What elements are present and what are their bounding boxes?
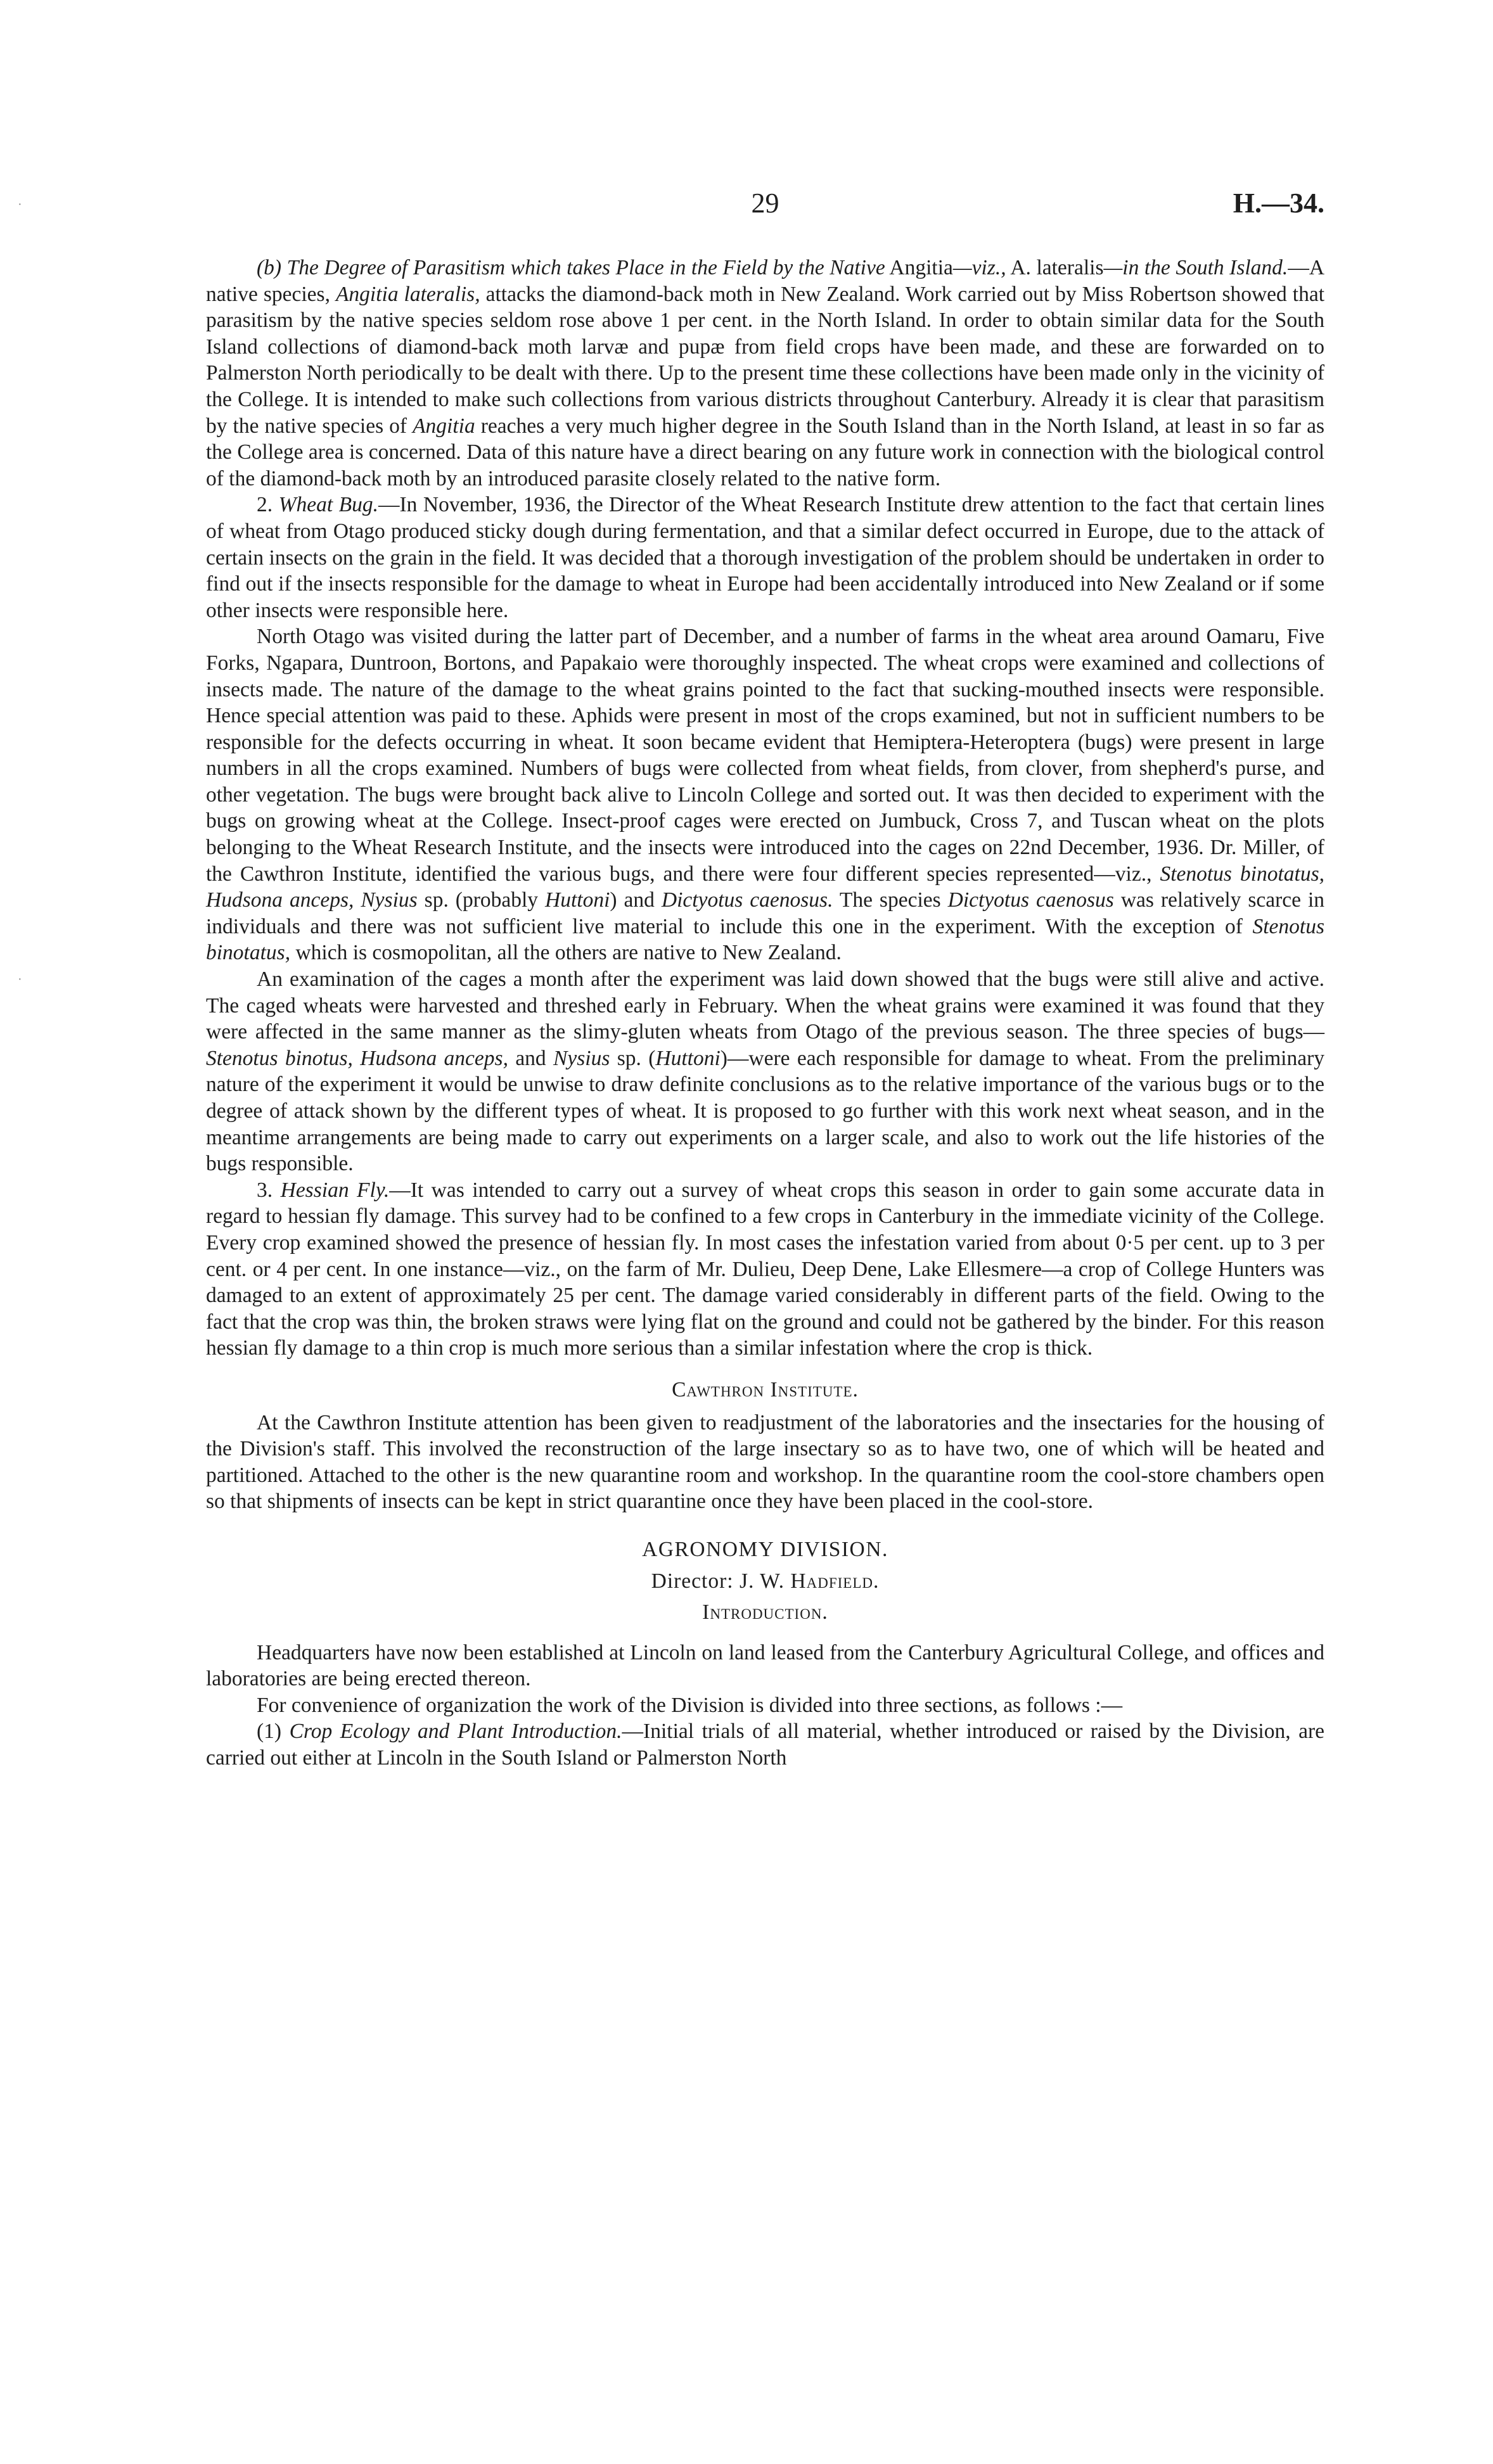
paragraph-degree-of-parasitism: (b) The Degree of Parasitism which takes Place in the Field by the Native Angitia—viz., A. lateralis—in the South Island.—A native species, Angitia lateralis, attacks the diamond-back moth in New Zealand. Work carried out by Miss Robertson showed that parasitism by the native species seldom rose above 1 per cent. in the North Island. In order to obtain similar data for the South Island collections of diamond-back moth larvæ and pupæ from field crops have been made, and these are forwarded on to Palmerston North periodically to be dealt with there. Up to the present time these collections have been made only in the vicinity of the College. It is intended to make such collections from various districts throughout Canterbury. Already it is clear that parasitism by the native species of Angitia reaches a very much higher degree in the South Island than in the North Island, at least in so far as the College area is concerned. Data of this nature have a direct bearing on any future work in connection with the biological control of the diamond-back moth by an introduced parasite closely related to the native form.: [206, 256, 1325, 490]
margin-mark: ·: [18, 198, 22, 212]
agronomy-heading: AGRONOMY DIVISION.: [642, 1537, 888, 1561]
page-reference: H.—34.: [1233, 188, 1324, 219]
cawthron-heading: Cawthron Institute.: [672, 1377, 859, 1401]
paragraph-hessian-fly: 3. Hessian Fly.—It was intended to carry out a survey of wheat crops this season in order to gain some accurate data in regard to hessian fly damage. This survey had to be confined to a few crops in Canterbury in the immediate vicinity of the College. Every crop examined showed the presence of hessian fly. In most cases the infestation varied from about 0·5 per cent. up to 3 per cent. or 4 per cent. In one instance—viz., on the farm of Mr. Dulieu, Deep Dene, Lake Ellesmere—a crop of College Hunters was damaged to an extent of approximately 25 per cent. The damage varied considerably in different parts of the field. Owing to the fact that the crop was thin, the broken straws were lying flat on the ground and could not be gathered by the binder. For this reason hessian fly damage to a thin crop is much more serious than a similar infestation where the crop is thick.: [206, 1178, 1325, 1360]
document-body: [206, 255, 1324, 1771]
paragraph-cawthron: At the Cawthron Institute attention has been given to readjustment of the laboratories and the insectaries for the housing of the Division's staff. This involved the reconstruction of the large insectary so as to have two, one of which will be heated and partitioned. Attached to the other is the new quarantine room and workshop. In the quarantine room the cool-store chambers open so that shipments of insects can be kept in strict quarantine once they have been placed in the cool-store.: [206, 1410, 1324, 1514]
section-title: Crop Ecology and Plant Introduction.: [289, 1720, 622, 1744]
page-header: [206, 187, 1324, 225]
paragraph-cage-examination: An examination of the cages a month after the experiment was laid down showed that the bugs were still alive and active. The caged wheats were harvested and threshed early in February. When the wheat grains were examined it was found that they were affected in the same manner as the slimy-gluten wheats from Otago of the previous season. The three species of bugs—Stenotus binotus, Hudsona anceps, and Nysius sp. (Huttoni)—were each responsible for damage to wheat. From the preliminary nature of the experiment it would be unwise to draw definite conclusions as to the relative importance of the various bugs or to the degree of attack shown by the different types of wheat. It is proposed to go further with this work next wheat season, and in the meantime arrangements are being made to carry out experiments on a larger scale, and also to work out the life histories of the bugs responsible.: [206, 967, 1324, 1176]
paragraph-crop-ecology: (1) Crop Ecology and Plant Introduction.—Initial trials of all material, whether introduced or raised by the Division, are carried out either at Lincoln in the South Island or Palmerston North: [206, 1720, 1325, 1770]
introduction-heading: Introduction.: [702, 1600, 828, 1625]
paragraph-north-otago: North Otago was visited during the latter part of December, and a number of farms in the wheat area around Oamaru, Five Forks, Ngapara, Duntroon, Bortons, and Papakaio were thoroughly inspected. The wheat crops were examined and collections of insects made. The nature of the damage to the wheat grains pointed to the fact that sucking-mouthed insects were responsible. Hence special attention was paid to these. Aphids were present in most of the crops examined, but not in sufficient numbers to be responsible for the defects occurring in wheat. It soon became evident that Hemiptera-Heteroptera (bugs) were present in large numbers in all the crops examined. Numbers of bugs were collected from wheat fields, from clover, from shepherd's purse, and other vegetation. The bugs were brought back alive to Lincoln College and sorted out. It was then decided to experiment with the bugs on growing wheat at the College. Insect-proof cages were erected on Jumbuck, Cross 7, and Tuscan wheat on the plots belonging to the Wheat Research Institute, and the insects were introduced into the cages on 22nd December, 1936. Dr. Miller, of the Cawthron Institute, identified the various bugs, and there were four different species represented—viz., Stenotus binotatus, Hudsona anceps, Nysius sp. (probably Huttoni) and Dictyotus caenosus. The species Dictyotus caenosus was relatively scarce in individuals and there was not sufficient live material to include this one in the experiment. With the exception of Stenotus binotatus, which is cosmopolitan, all the others are native to New Zealand.: [206, 625, 1325, 965]
paragraph-headquarters: Headquarters have now been established at Lincoln on land leased from the Canterbury Agricultural College, and offices and laboratories are being erected thereon.: [206, 1640, 1324, 1691]
paragraph-wheat-bug: 2. Wheat Bug.—In November, 1936, the Director of the Wheat Research Institute drew attention to the fact that certain lines of wheat from Otago produced sticky dough during fermentation, and that a similar defect occurred in Europe, due to the attack of certain insects on the grain in the field. It was decided that a thorough investigation of the problem should be undertaken in order to find out if the insects responsible for the damage to wheat in Europe had been accidentally introduced into New Zealand or if some other insects were responsible here.: [206, 493, 1325, 622]
section-title: Wheat Bug.: [278, 493, 379, 517]
section-title: (b) The Degree of Parasitism which takes Place in the Field by the Native: [257, 256, 885, 279]
director-line: Director: J. W. Hadfield.: [651, 1569, 880, 1593]
paragraph-organization: For convenience of organization the work of the Division is divided into three sections, as follows :—: [257, 1693, 1123, 1717]
section-title: Hessian Fly.: [280, 1178, 390, 1202]
margin-mark: ·: [18, 973, 22, 986]
page-number: 29: [751, 188, 779, 219]
